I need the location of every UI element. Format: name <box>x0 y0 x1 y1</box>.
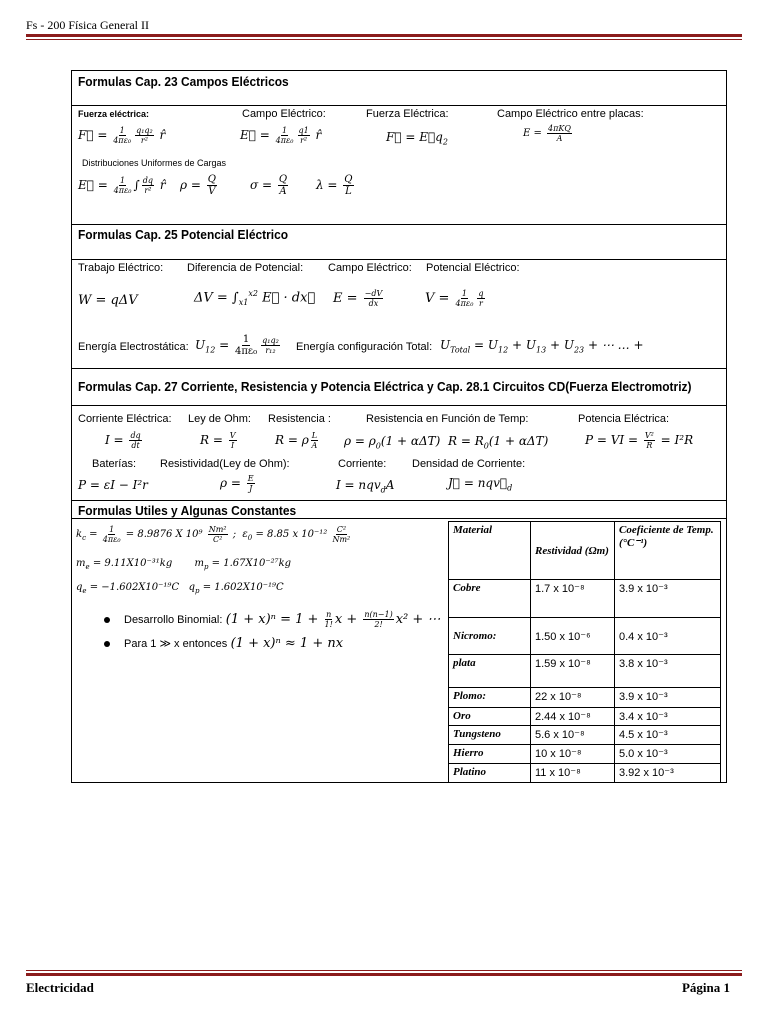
eq-field-gradient: E = $\frac{-dV}{dx}$ <box>333 289 383 308</box>
header-rule-thin <box>26 39 742 40</box>
eq-work: W = qΔV <box>78 293 138 308</box>
eq-current-density: J⃗ = $nqv⃗_d$ <box>448 476 513 493</box>
bullet-icon <box>104 641 110 647</box>
eq-energy: $U_{12}$ = $\frac{1}{\text{4πε₀}}$ $\frac{\text{q₁q₂}}{\text{r₁₂}}$ <box>195 334 279 357</box>
bullet-icon <box>104 617 110 623</box>
eq-drift-current: I = nqv$_d$A <box>336 478 395 495</box>
divider <box>71 368 727 369</box>
eq-sigma: σ = $\frac{Q}{A}$ <box>250 174 288 197</box>
cell-material: Tungsteno <box>449 726 531 745</box>
label-baterias: Baterías: <box>92 458 137 470</box>
footer-rule-thin <box>26 970 742 971</box>
cell-coeficiente: 3.92 x 10⁻³ <box>615 764 721 783</box>
divider <box>71 259 727 260</box>
eq-potential: V = $\frac{1}{\text{4πε₀}}$ $\frac{q}{r}$ <box>425 289 484 308</box>
cell-resistividad: 2.44 x 10⁻⁸ <box>531 708 615 726</box>
header-coeficiente: Coeficiente de Temp. (°C⁻¹) <box>615 522 721 580</box>
table-row <box>449 764 721 783</box>
label-densidad-corriente: Densidad de Corriente: <box>412 458 526 470</box>
cell-resistividad: 11 x 10⁻⁸ <box>531 764 615 783</box>
label-resistencia: Resistencia : <box>268 413 331 425</box>
eq-power: P = VI = $\frac{\text{V²}}{R}$ = I²R <box>585 431 694 450</box>
cell-material: Platino <box>449 764 531 783</box>
eq-battery: P = εI − I²r <box>78 478 148 492</box>
cell-coeficiente: 0.4 x 10⁻³ <box>615 618 721 655</box>
label-para-1: Para 1 ≫ x entonces <box>124 638 228 650</box>
label-potencial-electrico: Potencial Eléctrico: <box>426 262 520 274</box>
table-row <box>449 618 721 655</box>
cell-material: plata <box>449 655 531 688</box>
label-resistencia-temp: Resistencia en Función de Temp: <box>366 413 529 425</box>
cell-material: Hierro <box>449 745 531 764</box>
cell-material: Nicromo: <box>449 618 531 655</box>
label-energia: Energía Electrostática: <box>78 341 189 353</box>
cell-resistividad: 1.7 x 10⁻⁸ <box>531 580 615 618</box>
bullet-approx <box>104 636 343 651</box>
cell-material: Cobre <box>449 580 531 618</box>
eq-energy-total: $U_{Total} = U_{12} + U_{13} + U_{23}$ + ⋯ … + <box>440 338 644 355</box>
label-corriente: Corriente: <box>338 458 387 470</box>
label-resistividad: Resistividad(Ley de Ohm): <box>160 458 290 470</box>
eq-binomial: (1 + x)ⁿ = 1 + $\frac{n}{1!}$ x + $\frac{n(n-1)}{2!}$ x² + ⋯ <box>225 610 441 629</box>
label-desarrollo-binomial: Desarrollo Binomial: <box>124 614 223 626</box>
cell-resistividad: 1.50 x 10⁻⁶ <box>531 618 615 655</box>
eq-resistivity-temp: $\rho = \rho_0(1 + \alpha\Delta T) R = R_0(1 + \alpha\Delta T)$ <box>344 434 549 451</box>
label-distribuciones: Distribuciones Uniformes de Cargas <box>82 158 227 168</box>
cell-coeficiente: 4.5 x 10⁻³ <box>615 726 721 745</box>
cell-resistividad: 5.6 x 10⁻⁸ <box>531 726 615 745</box>
eq-resistivity-ohm: ρ = $\frac{E}{J}$ <box>220 474 254 493</box>
eq-current: I = $\frac{dq}{dt}$ <box>105 431 141 450</box>
eq-coulomb-force: F⃗ = $\frac{1}{\text{4πε₀}}$ $\frac{\text{q₁q₂}}{\text{r²}}$ r̂ <box>78 126 166 145</box>
label-fuerza-electrica-2: Fuerza Eléctrica: <box>366 108 449 120</box>
eq-lambda: λ = $\frac{Q}{L}$ <box>316 174 353 197</box>
section-title-utiles: Formulas Utiles y Algunas Constantes <box>78 503 297 518</box>
table-row <box>449 580 721 618</box>
label-potencia-electrica: Potencia Eléctrica: <box>578 413 670 425</box>
label-campo-electrico: Campo Eléctrico: <box>242 108 326 120</box>
eq-masses: $m_e = 9.11X10^{-31}kg$ $m_p = 1.67X10^{-27}kg$ <box>76 558 292 571</box>
cell-coeficiente: 3.4 x 10⁻³ <box>615 708 721 726</box>
label-campo-placas: Campo Eléctrico entre placas: <box>497 108 644 120</box>
section-title-cap25: Formulas Cap. 25 Potencial Eléctrico <box>78 227 289 242</box>
eq-ohm: R = $\frac{V}{I}$ <box>200 431 236 450</box>
page-number: Página 1 <box>681 980 730 995</box>
section-title-cap27: Formulas Cap. 27 Corriente, Resistencia y Potencia Eléctrica y Cap. 28.1 Circuitos CD(Fuerza Electromotriz) <box>78 379 692 394</box>
divider <box>71 500 727 501</box>
label-diferencia-potencial: Diferencia de Potencial: <box>187 262 304 274</box>
resistivity-table <box>448 521 721 783</box>
table-row <box>449 655 721 688</box>
label-energia-total: Energía configuración Total: <box>296 341 433 353</box>
divider <box>71 518 727 519</box>
eq-field: E⃗ = $\frac{1}{\text{4πε₀}}$ $\frac{q1}{\text{r²}}$ r̂ <box>240 126 322 145</box>
table-row <box>449 708 721 726</box>
eq-approx: (1 + x)ⁿ ≈ 1 + nx <box>230 636 344 651</box>
eq-integral-field: E⃗ = $\frac{1}{\text{4πε₀}}$ ∫ $\frac{dq}{\text{r²}}$ r̂ <box>78 176 166 195</box>
label-corriente-electrica: Corriente Eléctrica: <box>78 413 172 425</box>
section-title-cap23: Formulas Cap. 23 Campos Eléctricos <box>78 74 289 89</box>
label-campo-electrico-25: Campo Eléctrico: <box>328 262 412 274</box>
cell-resistividad: 22 x 10⁻⁸ <box>531 688 615 708</box>
table-row <box>449 745 721 764</box>
cell-resistividad: 1.59 x 10⁻⁸ <box>531 655 615 688</box>
eq-plates-field: E = $\frac{\text{4πKQ}}{A}$ <box>523 124 571 143</box>
cell-coeficiente: 3.8 x 10⁻³ <box>615 655 721 688</box>
divider <box>71 405 727 406</box>
divider <box>71 105 727 106</box>
divider <box>71 224 727 225</box>
header-material: Material <box>449 522 531 580</box>
label-fuerza-electrica: Fuerza eléctrica: <box>78 109 150 119</box>
label-ley-ohm: Ley de Ohm: <box>188 413 251 425</box>
cell-material: Plomo: <box>449 688 531 708</box>
cell-coeficiente: 3.9 x 10⁻³ <box>615 688 721 708</box>
table-row <box>449 688 721 708</box>
page-header-title: Fs - 200 Física General II <box>26 18 149 32</box>
eq-charges: $q_e = -1.602X10^{-19}C$ $q_p = 1.602X10^{-19}C$ <box>76 582 284 595</box>
cell-resistividad: 10 x 10⁻⁸ <box>531 745 615 764</box>
footer-left: Electricidad <box>26 980 94 995</box>
eq-coulomb-constant: $k_c$ = $\frac{1}{\text{4πε₀}}$ = 8.9876 X 10⁹ $\frac{\text{Nm²}}{\text{C²}}$ ; $\varepsilon_0 = 8.85$ x 10⁻¹² $\frac{\text{C²}}{\text{Nm²}}$ <box>76 525 351 544</box>
eq-potential-difference: $\Delta V = \int_{x1}^{x2}$ E⃗ · dx⃗ <box>194 289 316 307</box>
eq-force-field: F⃗ = $E⃗q_2$ <box>386 130 448 147</box>
eq-resistance: R = ρ $\frac{L}{A}$ <box>275 431 318 450</box>
cell-coeficiente: 5.0 x 10⁻³ <box>615 745 721 764</box>
bullet-binomial <box>104 610 440 629</box>
cell-material: Oro <box>449 708 531 726</box>
header-resistividad: Restividad (Ωm) <box>531 522 615 580</box>
footer-rule <box>26 973 742 976</box>
table-row <box>449 726 721 745</box>
header-rule <box>26 34 742 37</box>
cell-coeficiente: 3.9 x 10⁻³ <box>615 580 721 618</box>
label-trabajo: Trabajo Eléctrico: <box>78 262 164 274</box>
eq-rho: ρ = $\frac{Q}{V}$ <box>180 174 216 197</box>
table-header-row <box>449 522 721 580</box>
